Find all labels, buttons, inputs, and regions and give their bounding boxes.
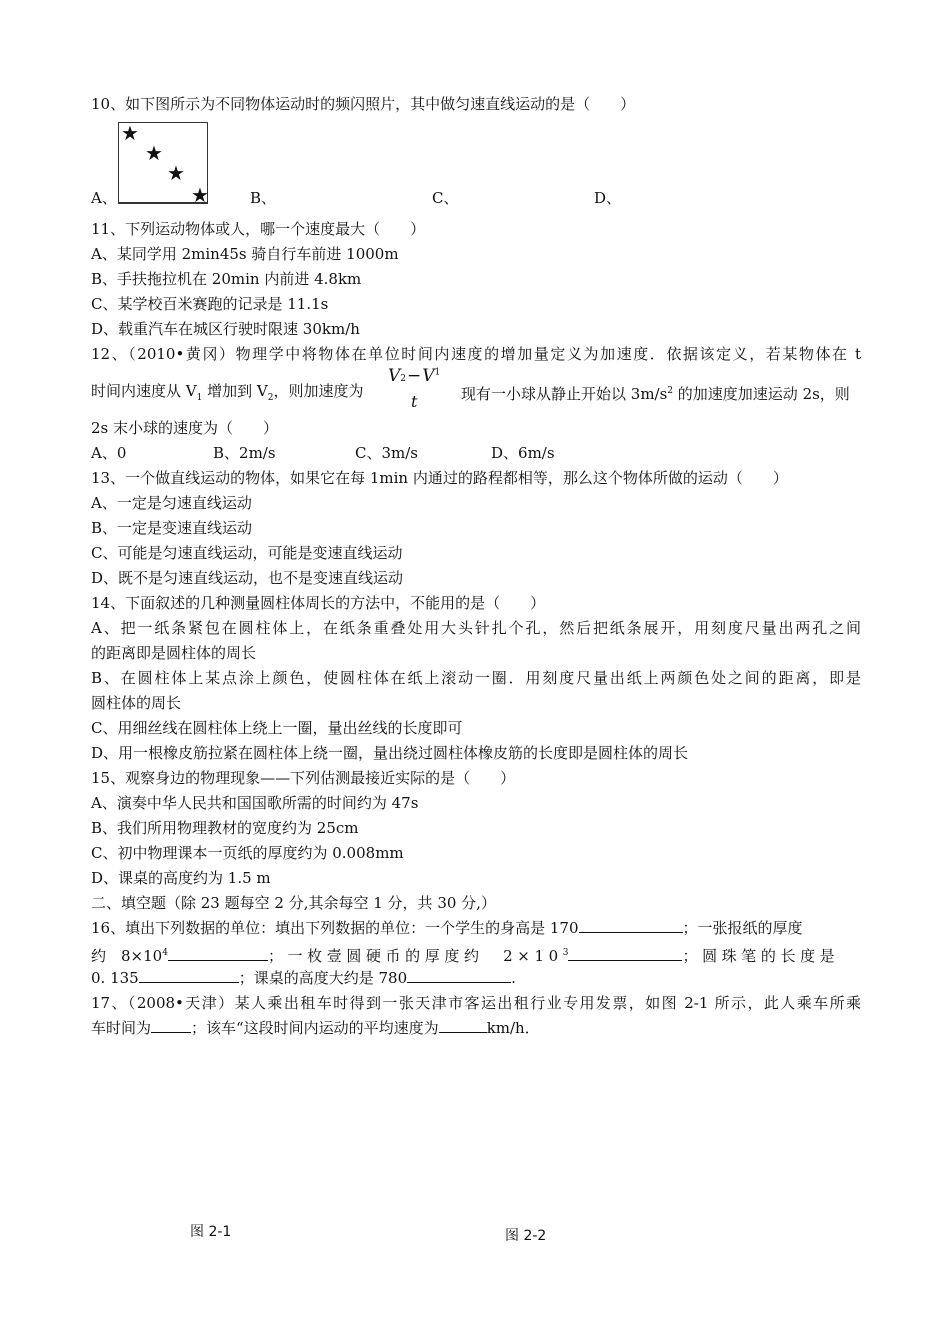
star-icon: ★ — [167, 161, 185, 185]
fraction-denominator: t — [411, 392, 418, 411]
q11-option-b: B、手扶拖拉机在 20min 内前进 4.8km — [91, 270, 362, 288]
q13-stem: 13、一个做直线运动的物体，如果它在每 1min 内通过的路程都相等，那么这个物体所做的运动（ ） — [91, 469, 788, 487]
q12-option-a: A、0 — [91, 444, 127, 462]
q13-option-d: D、既不是匀速直线运动，也不是变速直线运动 — [91, 569, 404, 587]
q10-stem: 10、如下图所示为不同物体运动时的频闪照片，其中做匀速直线运动的是（ ） — [91, 95, 636, 113]
q10-option-c: C、 — [432, 189, 459, 207]
q14-stem: 14、下面叙述的几种测量圆柱体周长的方法中，不能用的是（ ） — [91, 594, 546, 612]
figure-caption-2-2: 图 2-2 — [505, 1228, 547, 1244]
blank — [407, 968, 511, 983]
q12-line2: 时间内速度从 $V_1$ 增加到 $V_2$，则加速度为 — [91, 382, 364, 403]
q11-option-c: C、某学校百米赛跑的记录是 11.1s — [91, 295, 329, 313]
figure-caption-2-1: 图 2-1 — [190, 1224, 232, 1240]
q11-stem: 11、下列运动物体或人，哪一个速度最大（ ） — [91, 220, 426, 238]
acceleration-fraction: $V2-V^1$ — [388, 366, 441, 386]
section-heading: 二、填空题（除 23 题每空 2 分,其余每空 1 分，共 30 分,） — [91, 894, 496, 912]
blank — [139, 968, 239, 983]
q10-option-d: D、 — [594, 189, 622, 207]
strobe-photo-a — [118, 121, 209, 207]
q12-option-b: B、2m/s — [213, 444, 276, 462]
q12-line1: 12、（2010•黄冈）物理学中将物体在单位时间内速度的增加量定义为加速度．依据该定义，若某物体在 t — [91, 345, 861, 363]
star-icon: ★ — [145, 141, 163, 165]
blank — [151, 1018, 191, 1033]
q15-option-c: C、初中物理课本一页纸的厚度约为 0.008mm — [91, 844, 404, 862]
q14-option-a: A、把一纸条紧包在圆柱体上，在纸条重叠处用大头针扎个孔，然后把纸条展开，用刻度尺量出两孔之间 — [91, 619, 861, 637]
q14-option-b: B、在圆柱体上某点涂上颜色，使圆柱体在纸上滚动一圈．用刻度尺量出纸上两颜色处之间的距离，即是 — [91, 669, 861, 687]
q13-option-a: A、一定是匀速直线运动 — [91, 494, 252, 512]
q16-line1: 16、填出下列数据的单位：填出下列数据的单位：一个学生的身高是 170 ；一张报纸的厚度 — [91, 919, 803, 937]
q17-line2: 车时间为 ；该车“这段时间内运动的平均速度为 km/h． — [91, 1019, 540, 1037]
q16-line3: 0. 135 ；课桌的高度大约是 780 . — [91, 969, 516, 987]
q15-option-d: D、课桌的高度约为 1.5 m — [91, 869, 271, 887]
q10-option-b: B、 — [250, 189, 277, 207]
q16-line2: 约 $8\times 10^4$ ；一枚壹圆硬币的厚度约 $2\times 10^3$ ；圆珠笔的长度是 — [91, 947, 840, 965]
star-icon: ★ — [121, 121, 139, 145]
q10-option-a: A、 — [91, 189, 117, 207]
q15-option-b: B、我们所用物理教材的宽度约为 25cm — [91, 819, 359, 837]
q12-option-d: D、6m/s — [491, 444, 555, 462]
q15-option-a: A、演奏中华人民共和国国歌所需的时间约为 47s — [91, 794, 419, 812]
q11-option-d: D、载重汽车在城区行驶时限速 30km/h — [91, 320, 360, 338]
q12-line2-tail: 现有一小球从静止开始以 $3m/s^2$ 的加速度加速运动 2s，则 — [461, 385, 850, 403]
q12-line3: 2s 末小球的速度为（ ） — [91, 419, 279, 437]
q13-option-b: B、一定是变速直线运动 — [91, 519, 253, 537]
star-icon: ★ — [191, 183, 209, 207]
blank — [568, 946, 682, 961]
blank — [439, 1018, 487, 1033]
q14-option-d: D、用一根橡皮筋拉紧在圆柱体上绕一圈，量出绕过圆柱体橡皮筋的长度即是圆柱体的周长 — [91, 744, 689, 762]
q11-option-a: A、某同学用 2min45s 骑自行车前进 1000m — [91, 245, 399, 263]
q13-option-c: C、可能是匀速直线运动，可能是变速直线运动 — [91, 544, 403, 562]
q14-option-c: C、用细丝线在圆柱体上绕上一圈，量出丝线的长度即可 — [91, 719, 463, 737]
blank — [579, 918, 683, 933]
blank — [168, 946, 268, 961]
q15-stem: 15、观察身边的物理现象——下列估测最接近实际的是（ ） — [91, 769, 516, 787]
q12-option-c: C、3m/s — [355, 444, 418, 462]
q14-option-b-cont: 圆柱体的周长 — [91, 694, 182, 712]
q14-option-a-cont: 的距离即是圆柱体的周长 — [91, 644, 257, 662]
q17-line1: 17、（2008•天津）某人乘出租车时得到一张天津市客运出租行业专用发票，如图 2-1 所示，此人乘车所乘 — [91, 994, 861, 1012]
